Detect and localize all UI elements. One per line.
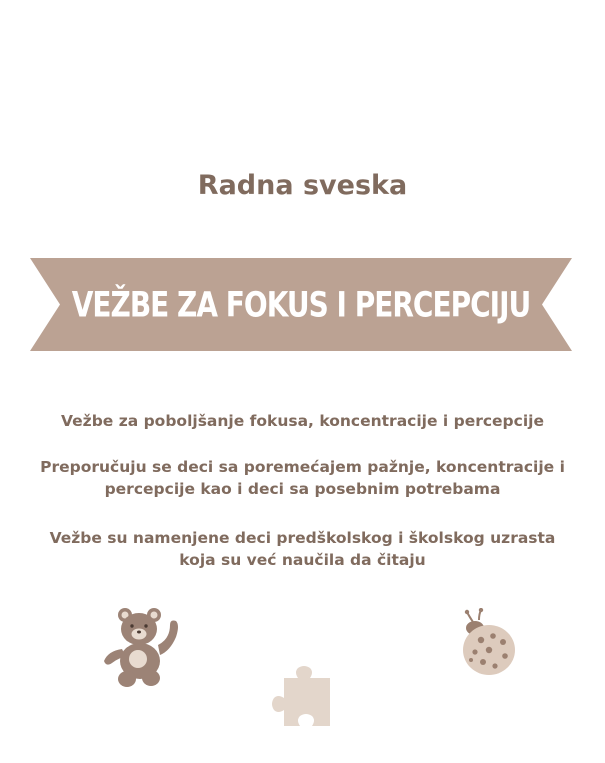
banner-title: VEŽBE ZA FOKUS I PERCEPCIJU	[71, 283, 531, 326]
ribbon-banner	[30, 258, 572, 351]
ladybug-icon	[455, 608, 521, 678]
puzzle-piece-icon	[268, 664, 332, 726]
description-3: Vežbe su namenjene deci predškolskog i školskog uzrasta koja su već naučila da čitaju	[49, 529, 556, 569]
description-1: Vežbe za poboljšanje fokusa, koncentracije i percepcije	[61, 412, 544, 430]
subtitle: Radna sveska	[197, 170, 408, 201]
teddy-bear-icon	[100, 605, 182, 689]
description-2: Preporučuju se deci sa poremećajem pažnje, koncentracije i percepcije kao i deci sa posebnim potrebama	[40, 458, 565, 498]
